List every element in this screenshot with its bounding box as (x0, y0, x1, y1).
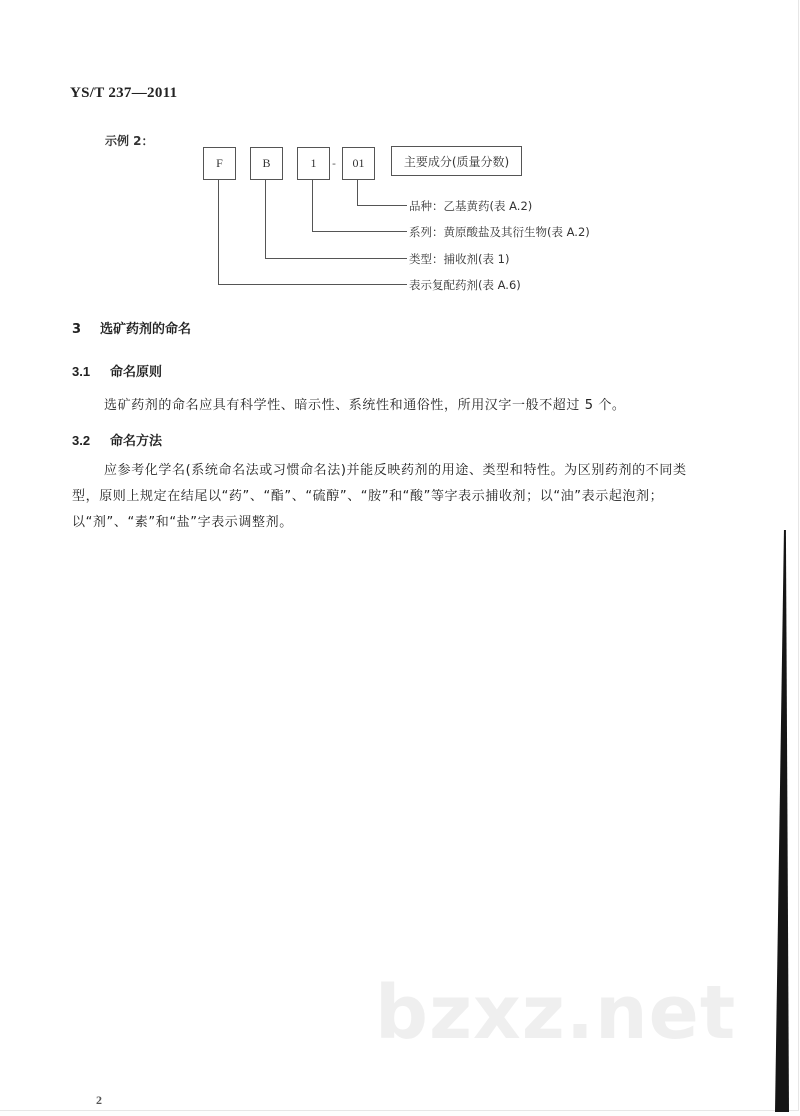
section-heading-3-1 (72, 361, 162, 380)
callout-compound: 表示复配药剂(表 A.6) (409, 278, 521, 292)
standard-code: YS/T 237—2011 (70, 85, 178, 101)
code-box-b: B (250, 147, 283, 180)
section-title: 命名方法 (110, 434, 163, 449)
code-separator: - (332, 157, 336, 170)
section-number: 3.2 (72, 433, 91, 448)
connector-line (312, 180, 313, 232)
paragraph-naming-methods: 应参考化学名(系统命名法或习惯命名法)并能反映药剂的用途、类型和特性。为区别药剂的不同类型，原则上规定在结尾以“药”、“酯”、“硫醇”、“胺”和“酸”等字表示捕收剂；以“油”表示起泡剂；以“剂”、“素”和“盐”字表示调整剂。 (72, 463, 687, 530)
code-box-01: 01 (342, 147, 375, 180)
connector-line (265, 180, 266, 259)
connector-line (357, 205, 407, 206)
section-heading-3-2 (72, 430, 162, 449)
paragraph-naming-principles: 选矿药剂的命名应具有科学性、暗示性、系统性和通俗性，所用汉字一般不超过 5 个。 (104, 398, 626, 413)
example-label: 示例 2： (105, 134, 154, 148)
code-box-f: F (203, 147, 236, 180)
section-number: 3 (72, 322, 82, 337)
connector-line (265, 258, 407, 259)
section-title: 命名原则 (110, 365, 163, 380)
section-title: 选矿药剂的命名 (100, 322, 192, 337)
connector-line (218, 180, 219, 285)
connector-line (312, 231, 407, 232)
watermark: bzxz.net (375, 970, 737, 1056)
callout-series: 系列：黄原酸盐及其衍生物(表 A.2) (409, 225, 590, 239)
callout-type: 类型：捕收剂(表 1) (409, 252, 510, 266)
scan-shadow-edge (775, 530, 789, 1112)
composition-box: 主要成分(质量分数) (391, 146, 522, 176)
section-number: 3.1 (72, 364, 91, 379)
page-number: 2 (96, 1093, 102, 1107)
connector-line (357, 180, 358, 206)
section-heading-3 (72, 318, 191, 337)
code-box-1: 1 (297, 147, 330, 180)
callout-variety: 品种：乙基黄药(表 A.2) (409, 199, 533, 213)
connector-line (218, 284, 407, 285)
